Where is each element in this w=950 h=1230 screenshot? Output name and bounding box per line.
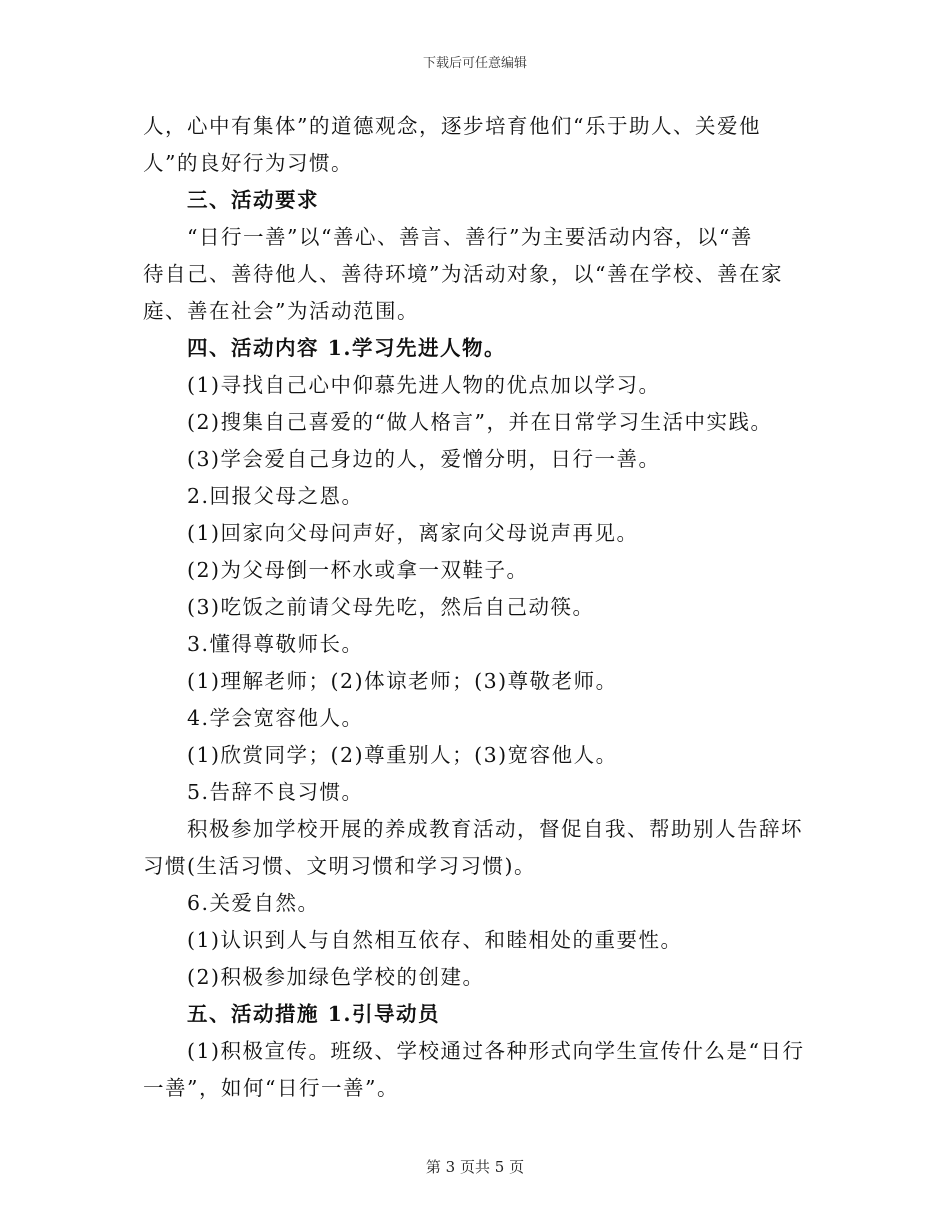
list-item: (3)吃饭之前请父母先吃，然后自己动筷。 xyxy=(187,595,595,619)
list-item: (2)为父母倒一杯水或拿一双鞋子。 xyxy=(187,558,529,582)
subheading: 3.懂得尊敬师长。 xyxy=(187,632,364,656)
list-item: (1)寻找自己心中仰慕先进人物的优点加以学习。 xyxy=(187,373,661,397)
list-item: (3)学会爱自己身边的人，爱憎分明，日行一善。 xyxy=(187,447,661,471)
page-header: 下载后可任意编辑 xyxy=(422,56,527,71)
paragraph-line: 一善”，如何“日行一善”。 xyxy=(143,1076,399,1100)
list-item: (1)理解老师；(2)体谅老师；(3)尊敬老师。 xyxy=(187,669,618,693)
subheading: 4.学会宽容他人。 xyxy=(187,706,364,730)
section-heading-measures: 五、活动措施 1.引导动员 xyxy=(187,1002,441,1026)
paragraph-line: 待自己、善待他人、善待环境”为活动对象，以“善在学校、善在家 xyxy=(143,262,783,286)
section-heading-content: 四、活动内容 1.学习先进人物。 xyxy=(187,336,507,360)
document-body xyxy=(143,108,813,1107)
paragraph-line: 积极参加学校开展的养成教育活动，督促自我、帮助别人告辞坏 xyxy=(187,817,803,841)
subheading: 6.关爱自然。 xyxy=(187,891,320,915)
list-item: (2)搜集自己喜爱的“做人格言”，并在日常学习生活中实践。 xyxy=(187,410,773,434)
list-item: (1)欣赏同学；(2)尊重别人；(3)宽容他人。 xyxy=(187,743,618,767)
list-item: (1)认识到人与自然相互依存、和睦相处的重要性。 xyxy=(187,928,683,952)
section-heading-requirements: 三、活动要求 xyxy=(187,188,319,212)
paragraph-line: 人”的良好行为习惯。 xyxy=(143,151,353,175)
paragraph-line: 庭、善在社会”为活动范围。 xyxy=(143,299,419,323)
paragraph-line: “日行一善”以“善心、善言、善行”为主要活动内容，以“善 xyxy=(187,225,753,249)
list-item: (2)积极参加绿色学校的创建。 xyxy=(187,965,485,989)
paragraph-line: 人，心中有集体”的道德观念，逐步培育他们“乐于助人、关爱他 xyxy=(143,114,761,138)
list-item: (1)回家向父母问声好，离家向父母说声再见。 xyxy=(187,521,639,545)
paragraph-line: 习惯(生活习惯、文明习惯和学习习惯)。 xyxy=(143,854,536,878)
subheading: 2.回报父母之恩。 xyxy=(187,484,364,508)
subheading: 5.告辞不良习惯。 xyxy=(187,780,364,804)
page-footer: 第 3 页共 5 页 xyxy=(425,1158,525,1176)
paragraph-line: (1)积极宣传。班级、学校通过各种形式向学生宣传什么是“日行 xyxy=(187,1039,805,1063)
